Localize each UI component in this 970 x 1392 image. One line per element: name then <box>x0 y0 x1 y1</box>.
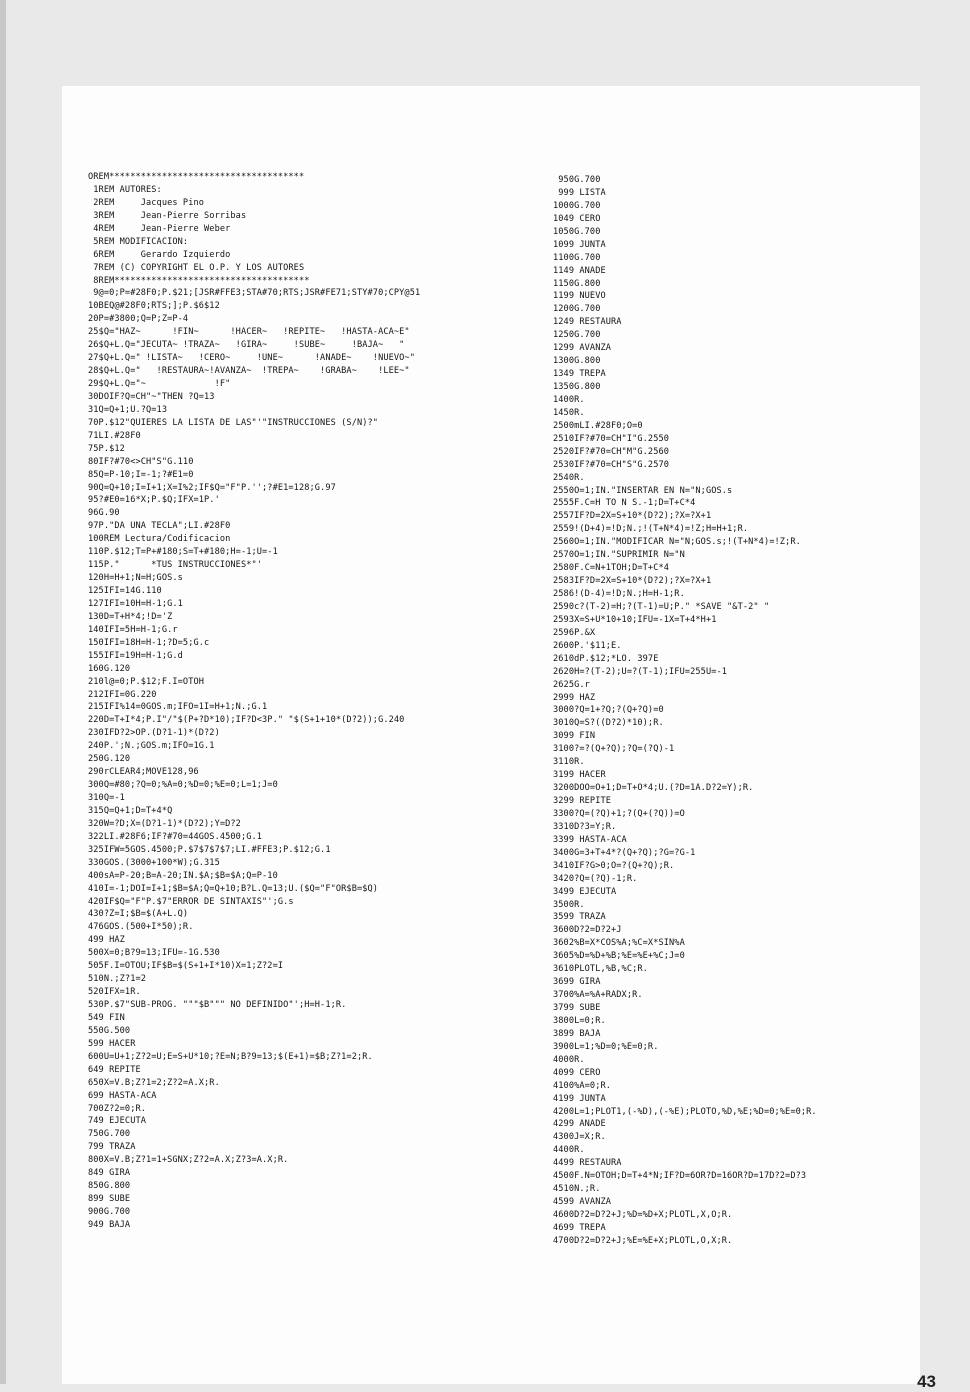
code-line: 70P.$12"QUIERES LA LISTA DE LAS"'"INSTRUCCIONES (S/N)?" <box>88 417 379 428</box>
code-line: 1299 AVANZA <box>553 343 612 354</box>
code-line: 8REM************************************* <box>88 275 310 286</box>
code-line: 2999 HAZ <box>553 692 596 703</box>
code-line: 85Q=P-10;I=-1;?#E1=0 <box>88 469 194 480</box>
code-line: 315Q=Q+1;D=T+4*Q <box>88 805 173 816</box>
code-line: 850G.800 <box>88 1181 131 1192</box>
code-line: 3099 FIN <box>553 731 596 742</box>
code-line: 4499 RESTAURA <box>553 1158 622 1169</box>
code-line: 4510N.;R. <box>553 1184 601 1195</box>
code-line: 3599 TRAZA <box>553 912 606 923</box>
code-line: 71LI.#28F0 <box>88 430 141 441</box>
code-line: 3000?Q=1+?Q;?(Q+?Q)=0 <box>553 705 664 716</box>
code-line: 4699 TREPA <box>553 1222 606 1233</box>
code-line: 28$Q+L.Q=" !RESTAURA~!AVANZA~ !TREPA~ !GRABA~ !LEE~" <box>88 366 410 377</box>
code-line: 4700D?2=D?2+J;%E=%E+X;PLOTL,O,X;R. <box>553 1235 733 1246</box>
code-line: 1049 CERO <box>553 213 601 224</box>
code-line: 400sA=P-20;B=A-20;IN.$A;$B=$A;Q=P-10 <box>88 870 278 881</box>
code-line: 430?Z=I;$B=$(A+L.Q) <box>88 909 189 920</box>
code-line: 1350G.800 <box>553 382 601 392</box>
code-line: 3602%B=X*COS%A;%C=X*SIN%A <box>553 938 685 949</box>
code-line: 2550O=1;IN."INSERTAR EN N="N;GOS.s <box>553 485 733 496</box>
code-line: 4100%A=0;R. <box>553 1080 612 1091</box>
code-line: 80IF?#70<>CH"S"G.110 <box>88 456 194 467</box>
code-line: 4000R. <box>553 1054 585 1065</box>
code-line: 10BEQ@#28F0;RTS;];P.$6$12 <box>88 301 220 312</box>
code-line: 3410IF?G>0;O=?(Q+?Q);R. <box>553 860 675 871</box>
code-line: 699 HASTA-ACA <box>88 1090 157 1101</box>
code-line: 1300G.800 <box>553 356 601 367</box>
code-line: 549 FIN <box>88 1012 125 1023</box>
code-line: 250G.120 <box>88 754 131 765</box>
code-line: 325IFW=5GOS.4500;P.$7$7$7$7;LI.#FFE3;P.$12;G.1 <box>88 844 331 855</box>
code-line: 2620H=?(T-2);U=?(T-1);IFU=255U=-1 <box>553 666 728 677</box>
code-line: 2593X=S+U*10+10;IFU=-1X=T+4*H+1 <box>553 614 717 625</box>
code-line: 29$Q+L.Q="~ !F" <box>88 379 231 389</box>
code-line: OREM************************************* <box>88 172 305 182</box>
code-line: 1100G.700 <box>553 252 601 263</box>
code-line: 2559!(D+4)=!D;N.;!(T+N*4)=!Z;H=H+1;R. <box>553 524 749 535</box>
code-line: 2530IF?#70=CH"S"G.2570 <box>553 459 670 470</box>
code-line: 290rCLEAR4;MOVE128,96 <box>88 767 199 778</box>
code-line: 4299 ANADE <box>553 1119 606 1130</box>
code-line: 2500mLI.#28F0;O=0 <box>553 420 643 431</box>
code-line: 4REM Jean-Pierre Weber <box>88 223 231 234</box>
code-line: 3699 GIRA <box>553 977 601 988</box>
code-line: 1REM AUTORES: <box>88 184 162 195</box>
code-line: 3110R. <box>553 757 585 768</box>
code-line: 800X=V.B;Z?1=1+SGNX;Z?2=A.X;Z?3=A.X;R. <box>88 1155 289 1166</box>
code-line: 2580F.C=N+1TOH;D=T+C*4 <box>553 563 670 574</box>
code-line: 3500R. <box>553 899 585 910</box>
code-line: 750G.700 <box>88 1129 131 1140</box>
code-line: 31Q=Q+1;U.?Q=13 <box>88 404 168 415</box>
code-line: 4500F.N=OTOH;D=T+4*N;IF?D=6OR?D=16OR?D=17D?2=D?3 <box>553 1171 807 1182</box>
code-line: 97P."DA UNA TECLA";LI.#28F0 <box>88 521 231 532</box>
code-line: 999 LISTA <box>553 187 606 198</box>
code-line: 700Z?2=0;R. <box>88 1103 147 1114</box>
code-line: 3899 BAJA <box>553 1028 601 1039</box>
code-line: 1400R. <box>553 394 585 405</box>
code-line: 25$Q="HAZ~ !FIN~ !HACER~ !REPITE~ !HASTA-ACA~E" <box>88 327 410 338</box>
code-line: 600U=U+1;Z?2=U;E=S+U*10;?E=N;B?9=13;$(E+1)=$B;Z?1=2;R. <box>88 1051 373 1062</box>
code-line: 322LI.#28F6;IF?#70=44GOS.4500;G.1 <box>88 831 263 842</box>
code-line: 3420?Q=(?Q)-1;R. <box>553 873 638 884</box>
code-line: 240P.';N.;GOS.m;IFO=1G.1 <box>88 741 215 752</box>
code-line: 599 HACER <box>88 1038 136 1049</box>
code-line: 950G.700 <box>553 175 601 185</box>
code-line: 3299 REPITE <box>553 796 612 806</box>
code-line: 476GOS.(500+I*50);R. <box>88 922 194 933</box>
code-line: 2586!(D-4)=!D;N.;H=H-1;R. <box>553 589 685 599</box>
code-line: 2520IF?#70=CH"M"G.2560 <box>553 446 670 457</box>
code-line: 210l@=0;P.$12;F.I=OTOH <box>88 676 205 687</box>
code-line: 749 EJECUTA <box>88 1116 147 1127</box>
code-line: 2596P.&X <box>553 627 596 638</box>
code-line: 27$Q+L.Q=" !LISTA~ !CERO~ !UNE~ !ANADE~ !NUEVO~" <box>88 353 415 364</box>
code-line: 3700%A=%A+RADX;R. <box>553 990 643 1001</box>
code-line: 127IFI=10H=H-1;G.1 <box>88 598 183 609</box>
code-line: 500X=0;B?9=13;IFU=-1G.530 <box>88 948 220 959</box>
code-line: 3310D?3=Y;R. <box>553 821 617 832</box>
code-line: 949 BAJA <box>88 1219 131 1230</box>
code-line: 1450R. <box>553 407 585 418</box>
code-line: 125IFI=14G.110 <box>88 586 162 596</box>
code-line: 550G.500 <box>88 1025 131 1036</box>
code-line: 4199 JUNTA <box>553 1093 606 1104</box>
code-line: 9@=0;P=#28F0;P.$21;[JSR#FFE3;STA#70;RTS;JSR#FE71;STY#70;CPY@51 <box>88 288 421 299</box>
code-line: 1000G.700 <box>553 200 601 211</box>
listing-column-left <box>88 171 420 1232</box>
code-line: 1349 TREPA <box>553 369 606 380</box>
code-line: 899 SUBE <box>88 1194 131 1205</box>
code-line: 3200DOO=O+1;D=T+O*4;U.(?D=1A.D?2=Y);R. <box>553 783 754 794</box>
code-line: 4300J=X;R. <box>553 1132 606 1143</box>
code-line: 4200L=1;PLOT1,(-%D),(-%E);PLOTO,%D,%E;%D=0;%E=0;R. <box>553 1106 817 1117</box>
code-line: 2540R. <box>553 472 585 483</box>
code-line: 100REM Lectura/Codificacion <box>88 534 231 545</box>
code-line: 2625G.r <box>553 679 590 690</box>
code-line: 130D=T+H*4;!D='Z <box>88 611 173 622</box>
code-line: 95?#E0=16*X;P.$Q;IFX=1P.' <box>88 495 220 506</box>
code-line: 3010Q=S?((D?2)*10);R. <box>553 718 664 729</box>
code-line: 2600P.'$11;E. <box>553 640 622 651</box>
code-line: 520IFX=1R. <box>88 987 141 998</box>
code-line: 300Q=#80;?Q=0;%A=0;%D=0;%E=0;L=1;J=0 <box>88 780 278 791</box>
code-line: 110P.$12;T=P+#180;S=T+#180;H=-1;U=-1 <box>88 547 278 558</box>
code-line: 4099 CERO <box>553 1067 601 1078</box>
code-line: 3610PLOTL,%B,%C;R. <box>553 964 648 975</box>
code-line: 150IFI=18H=H-1;?D=5;G.c <box>88 637 210 648</box>
code-line: 90Q=Q+10;I=I+1;X=I%2;IF$Q="F"P.'';?#E1=128;G.97 <box>88 482 336 493</box>
code-line: 96G.90 <box>88 508 120 519</box>
code-line: 505F.I=OTOU;IF$B=$(S+1+I*10)X=1;Z?2=I <box>88 961 284 972</box>
code-line: 2560O=1;IN."MODIFICAR N="N;GOS.s;!(T+N*4)=!Z;R. <box>553 537 801 548</box>
code-line: 330GOS.(3000+100*W);G.315 <box>88 857 220 868</box>
code-line: 3399 HASTA-ACA <box>553 834 627 845</box>
code-line: 420IF$Q="F"P.$7"ERROR DE SINTAXIS"';G.s <box>88 896 294 907</box>
code-line: 6REM Gerardo Izquierdo <box>88 249 231 260</box>
code-line: 1199 NUEVO <box>553 291 606 302</box>
code-line: 1200G.700 <box>553 304 601 315</box>
code-line: 2590c?(T-2)=H;?(T-1)=U;P." *SAVE "&T-2" " <box>553 601 770 612</box>
code-line: 2570O=1;IN."SUPRIMIR N="N <box>553 550 685 561</box>
listing-column-right <box>553 174 817 1248</box>
code-line: 650X=V.B;Z?1=2;Z?2=A.X;R. <box>88 1077 220 1088</box>
code-line: 310Q=-1 <box>88 793 125 803</box>
code-line: 1050G.700 <box>553 226 601 237</box>
code-line: 900G.700 <box>88 1207 131 1217</box>
code-line: 1150G.800 <box>553 278 601 289</box>
code-line: 1149 ANADE <box>553 265 606 276</box>
code-line: 320W=?D;X=(D?1-1)*(D?2);Y=D?2 <box>88 818 241 829</box>
code-line: 4599 AVANZA <box>553 1197 612 1208</box>
code-line: 510N.;Z?1=2 <box>88 974 147 985</box>
page-number: 43 <box>917 1372 936 1391</box>
code-line: 3499 EJECUTA <box>553 886 617 897</box>
code-line: 5REM MODIFICACION: <box>88 236 189 247</box>
code-line: 3605%D=%D+%B;%E=%E+%C;J=0 <box>553 951 685 962</box>
code-line: 2555F.C=H TO N S.-1;D=T+C*4 <box>553 498 696 509</box>
code-line: 3300?Q=(?Q)+1;?(Q+(?Q))=O <box>553 808 685 819</box>
code-line: 120H=H+1;N=H;GOS.s <box>88 573 183 584</box>
code-line: 2510IF?#70=CH"I"G.2550 <box>553 433 670 444</box>
code-line: 20P=#3800;Q=P;Z=P-4 <box>88 314 189 325</box>
code-line: 220D=T+I*4;P.I"/"$(P+?D*10);IF?D<3P." "$(S+1+10*(D?2));G.240 <box>88 715 405 726</box>
code-line: 3100?=?(Q+?Q);?Q=(?Q)-1 <box>553 744 675 755</box>
code-line: 530P.$7"SUB-PROG. """$B""" NO DEFINIDO"';H=H-1;R. <box>88 1000 347 1010</box>
code-line: 75P.$12 <box>88 443 125 454</box>
scan-edge <box>0 0 6 1384</box>
code-line: 155IFI=19H=H-1;G.d <box>88 650 183 661</box>
code-line: 115P." *TUS INSTRUCCIONES*"' <box>88 560 263 571</box>
code-line: 3600D?2=D?2+J <box>553 925 622 936</box>
code-line: 2583IF?D=2X=S+10*(D?2);?X=?X+1 <box>553 576 712 587</box>
code-line: 410I=-1;DOI=I+1;$B=$A;Q=Q+10;B?L.Q=13;U.($Q="F"OR$B=$Q) <box>88 883 379 894</box>
code-line: 4400R. <box>553 1145 585 1156</box>
code-line: 2557IF?D=2X=S+10*(D?2);?X=?X+1 <box>553 511 712 522</box>
code-line: 3900L=1;%D=0;%E=0;R. <box>553 1041 659 1052</box>
code-line: 212IFI=0G.220 <box>88 689 157 700</box>
code-line: 3799 SUBE <box>553 1003 601 1013</box>
code-line: 3800L=0;R. <box>553 1015 606 1026</box>
code-line: 2REM Jacques Pino <box>88 197 205 208</box>
code-line: 649 REPITE <box>88 1064 141 1075</box>
code-line: 1099 JUNTA <box>553 239 606 250</box>
code-line: 160G.120 <box>88 663 131 674</box>
code-line: 2610dP.$12;*LO. 397E <box>553 653 659 664</box>
code-line: 3199 HACER <box>553 770 606 781</box>
code-line: 499 HAZ <box>88 935 125 946</box>
code-line: 1250G.700 <box>553 330 601 341</box>
code-line: 1249 RESTAURA <box>553 317 622 328</box>
code-line: 3400G=3+T+4*?(Q+?Q);?G=?G-1 <box>553 847 696 858</box>
code-line: 7REM (C) COPYRIGHT EL O.P. Y LOS AUTORES <box>88 262 305 273</box>
code-line: 4600D?2=D?2+J;%D=%D+X;PLOTL,X,O;R. <box>553 1210 733 1220</box>
code-line: 3REM Jean-Pierre Sorribas <box>88 210 247 221</box>
code-line: 215IFI%14=0GOS.m;IFO=1I=H+1;N.;G.1 <box>88 702 268 713</box>
code-line: 30DOIF?Q=CH"~"THEN ?Q=13 <box>88 391 215 402</box>
code-line: 26$Q+L.Q="JECUTA~ !TRAZA~ !GIRA~ !SUBE~ !BAJA~ " <box>88 340 405 351</box>
code-line: 849 GIRA <box>88 1168 131 1179</box>
code-line: 799 TRAZA <box>88 1142 136 1153</box>
code-line: 140IFI=5H=H-1;G.r <box>88 624 178 635</box>
code-line: 230IFD?2>OP.(D?1-1)*(D?2) <box>88 728 220 739</box>
